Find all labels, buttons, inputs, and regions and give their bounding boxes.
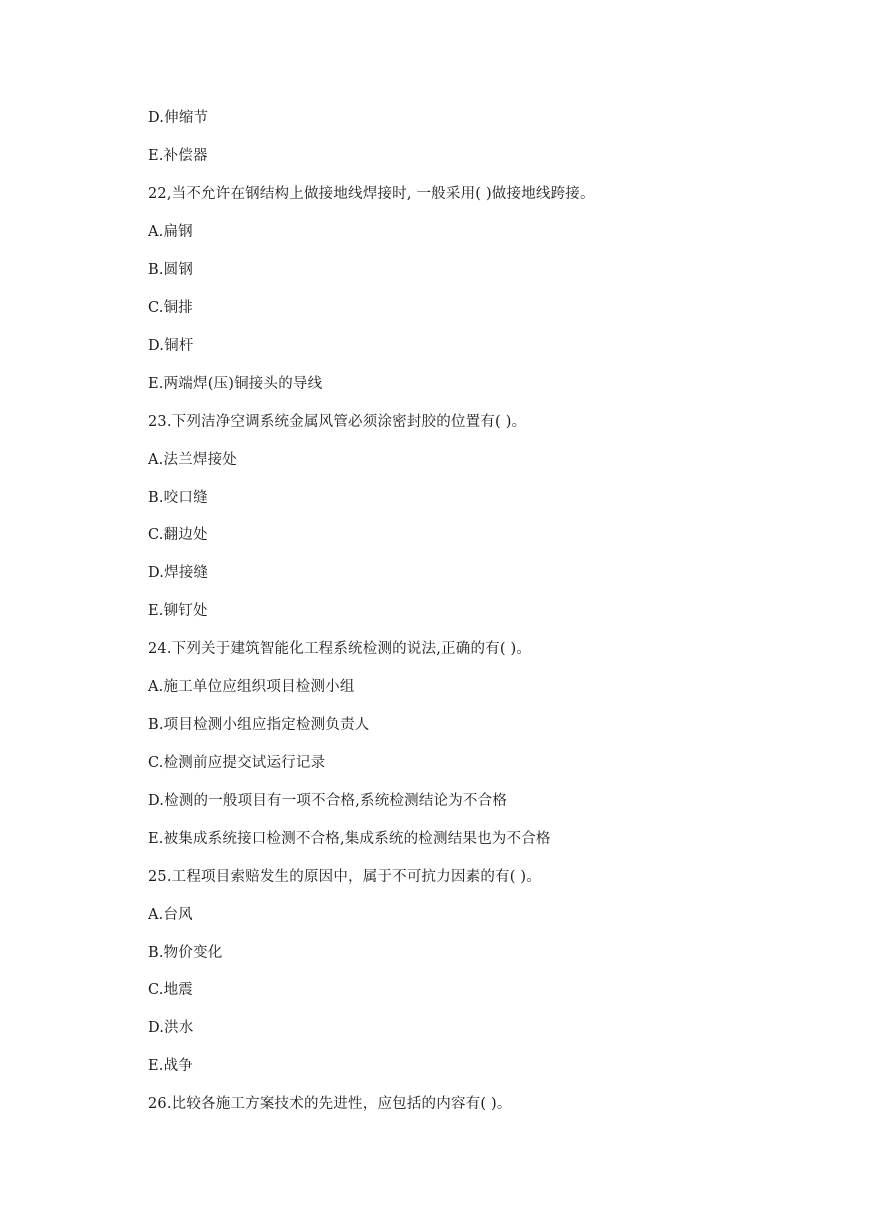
option-22-e: E.两端焊(压)铜接头的导线 [148, 376, 323, 392]
option-23-a: A.法兰焊接处 [148, 452, 237, 468]
option-24-d: D.检测的一般项目有一项不合格,系统检测结论为不合格 [148, 793, 508, 809]
option-24-a: A.施工单位应组织项目检测小组 [148, 679, 355, 695]
question-25: 25.工程项目索赔发生的原因中，属于不可抗力因素的有( )。 [148, 869, 541, 885]
question-22: 22,当不允许在钢结构上做接地线焊接时, 一般采用( )做接地线跨接。 [148, 186, 595, 202]
option-24-c: C.检测前应提交试运行记录 [148, 755, 326, 771]
option-24-e: E.被集成系统接口检测不合格,集成系统的检测结果也为不合格 [148, 831, 551, 847]
option-23-c: C.翻边处 [148, 527, 208, 543]
question-23: 23.下列洁净空调系统金属风管必须涂密封胶的位置有( )。 [148, 414, 527, 430]
option-25-b: B.物价变化 [148, 945, 223, 961]
option-22-b: B.圆钢 [148, 262, 194, 278]
option-21-e: E.补偿器 [148, 148, 208, 164]
option-23-d: D.焊接缝 [148, 565, 209, 581]
option-22-d: D.铜杆 [148, 338, 194, 354]
option-25-a: A.台风 [148, 907, 193, 923]
option-25-d: D.洪水 [148, 1020, 194, 1036]
option-25-c: C.地震 [148, 982, 193, 998]
question-26: 26.比较各施工方案技术的先进性，应包括的内容有( )。 [148, 1096, 512, 1112]
option-24-b: B.项目检测小组应指定检测负责人 [148, 717, 370, 733]
option-25-e: E.战争 [148, 1058, 193, 1074]
option-22-a: A.扁钢 [148, 224, 193, 240]
option-22-c: C.铜排 [148, 300, 193, 316]
question-24: 24.下列关于建筑智能化工程系统检测的说法,正确的有( )。 [148, 641, 532, 657]
option-21-d: D.伸缩节 [148, 110, 209, 126]
option-23-b: B.咬口缝 [148, 490, 208, 506]
option-23-e: E.铆钉处 [148, 603, 208, 619]
